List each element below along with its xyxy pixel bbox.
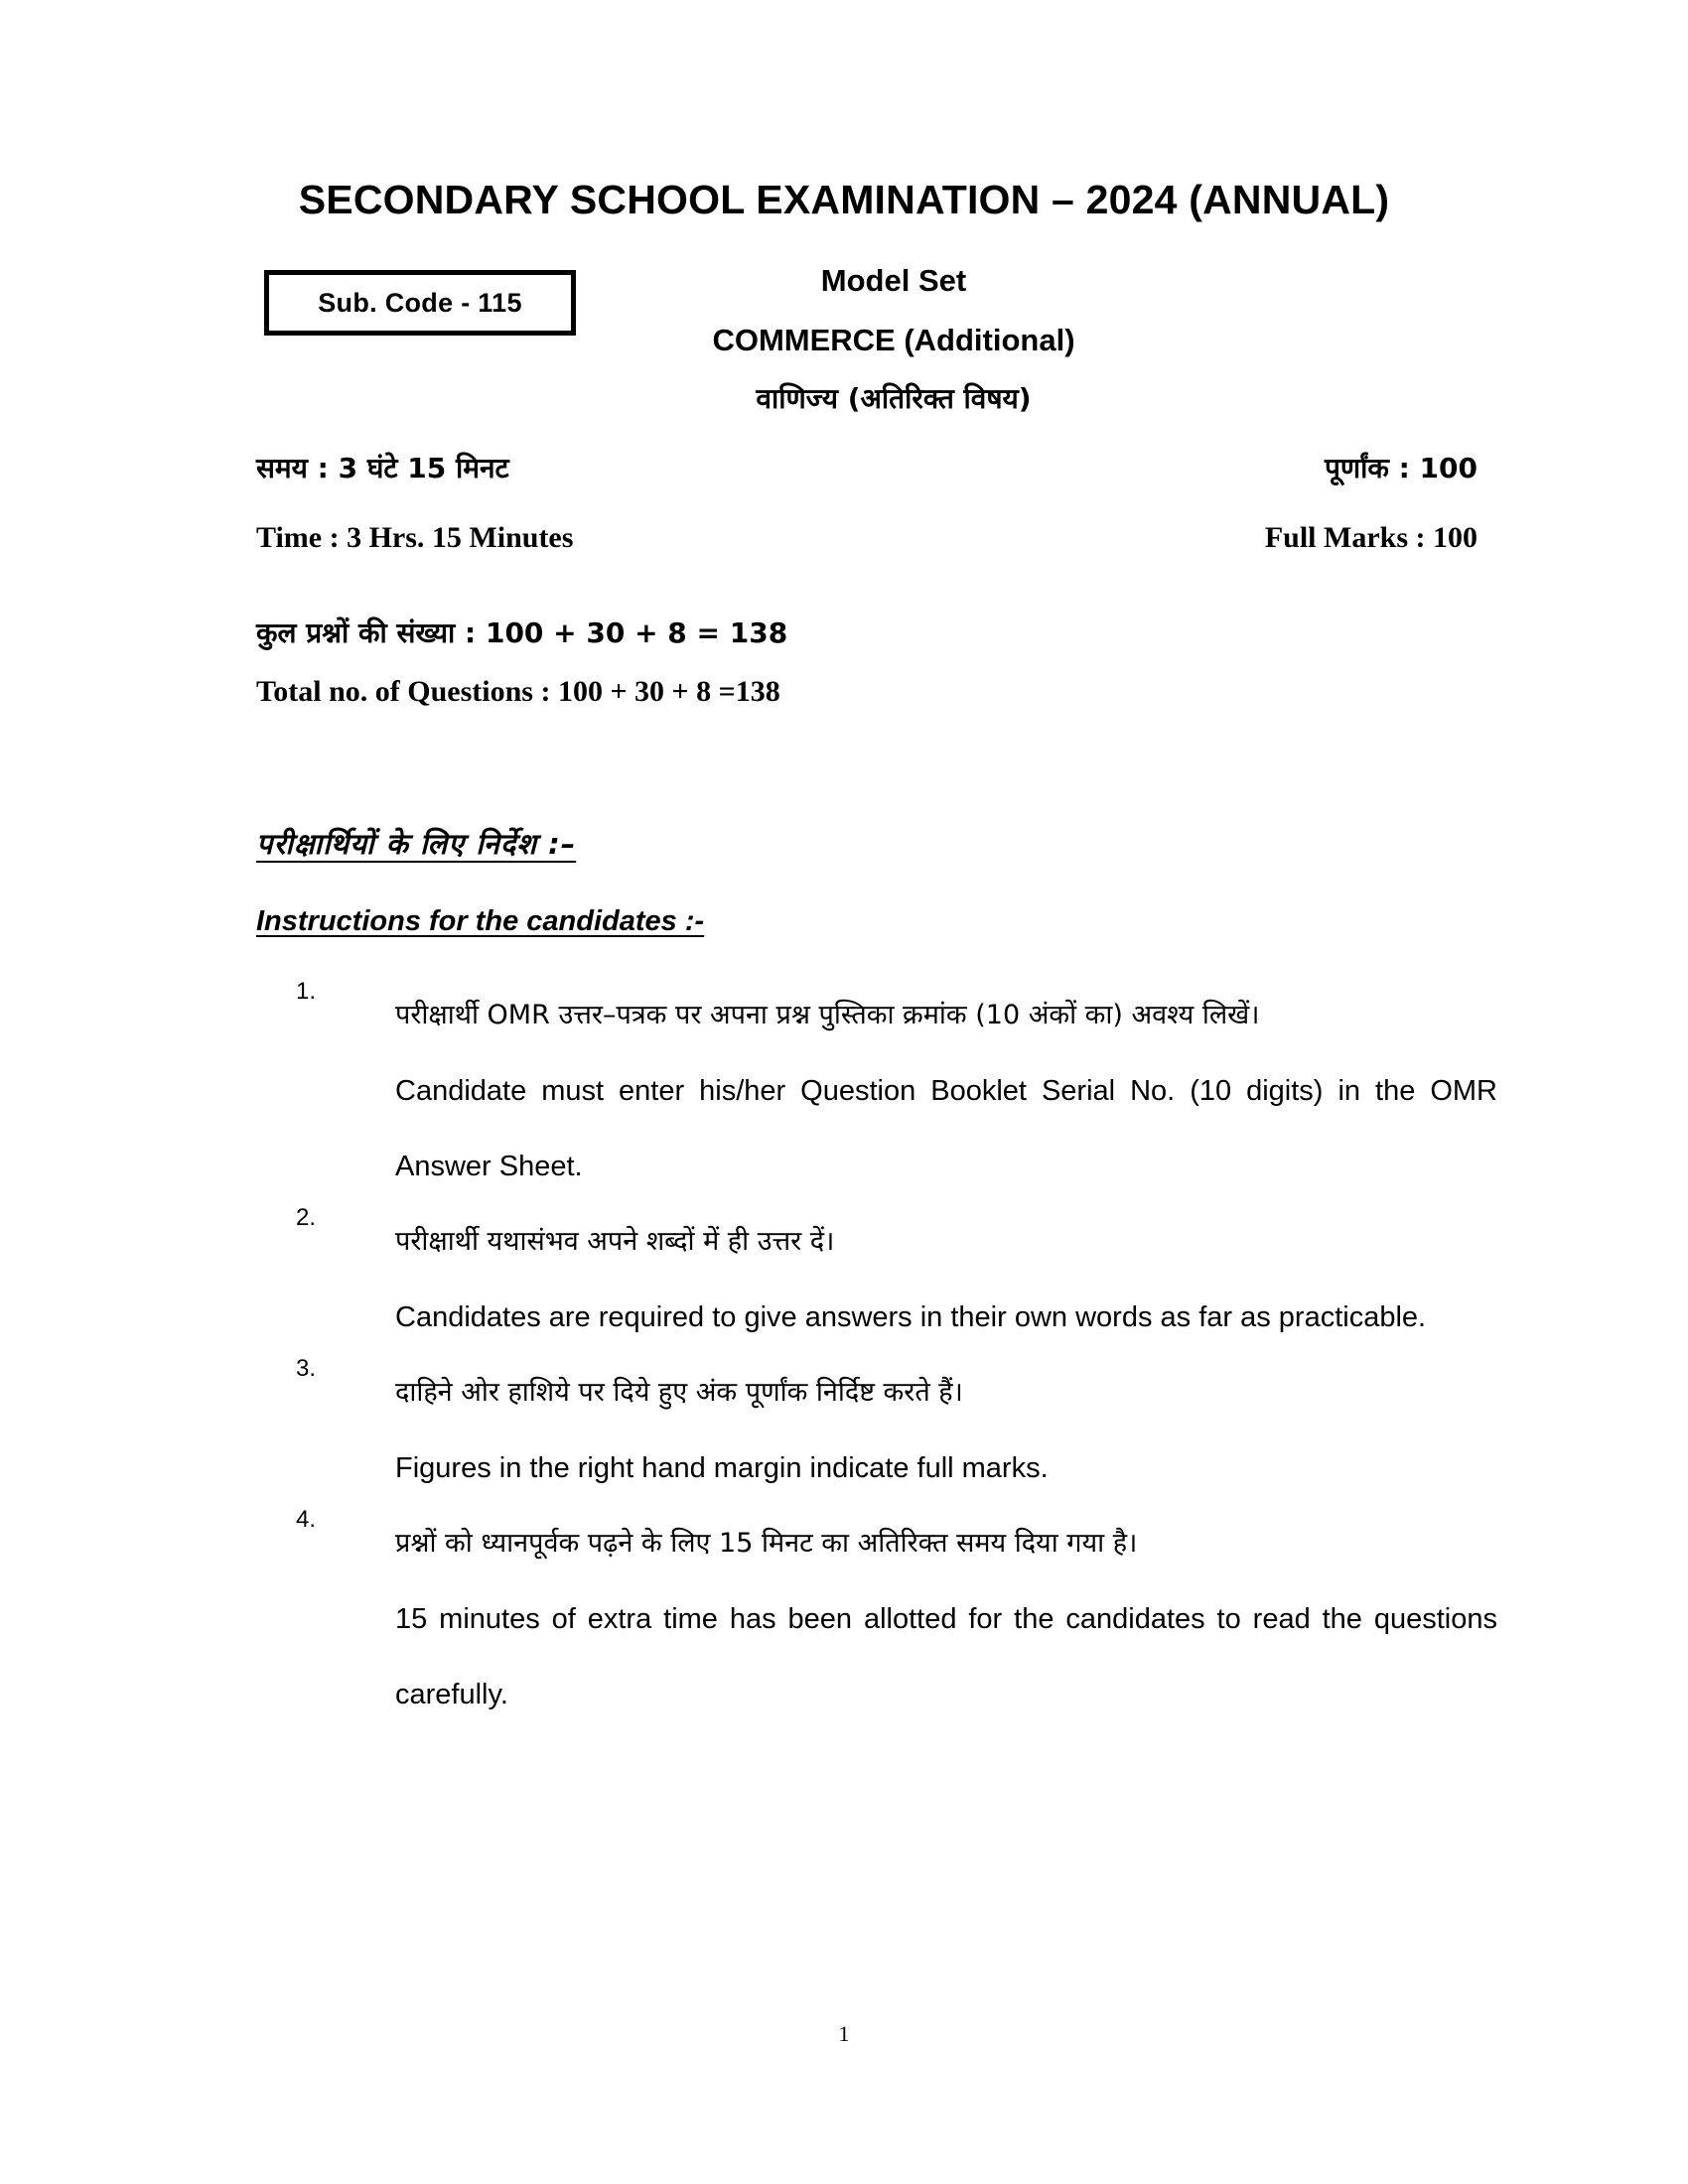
list-item-body (395, 1204, 1497, 1355)
subject-name-hindi: वाणिज्य (अतिरिक्त विषय) (756, 382, 1032, 415)
instructions-list (256, 978, 1507, 1732)
list-item-text-hindi: दाहिने ओर हाशिये पर दिये हुए अंक पूर्णांक निर्दिष्ट करते हैं। (395, 1377, 963, 1408)
list-item-body (395, 978, 1497, 1204)
list-item (256, 1355, 1507, 1506)
instructions-heading-english: Instructions for the candidates :- (256, 905, 705, 937)
list-item-number: 1. (296, 978, 317, 1005)
total-questions-hindi: कुल प्रश्नों की संख्या : 100 + 30 + 8 = 138 (256, 616, 788, 649)
model-set-label: Model Set (820, 263, 967, 298)
full-marks-label-hindi: पूर्णांक : 100 (1324, 452, 1477, 484)
list-item-number: 2. (296, 1204, 317, 1231)
page-title: SECONDARY SCHOOL EXAMINATION – 2024 (ANNUAL) (298, 177, 1390, 222)
list-item-text-hindi: परीक्षार्थी यथासंभव अपने शब्दों में ही उत्तर दें। (395, 1226, 835, 1257)
list-item-body (395, 1355, 1497, 1506)
time-label-english: Time : 3 Hrs. 15 Minutes (256, 521, 574, 554)
list-item (256, 1506, 1507, 1732)
list-item-text-english: Candidates are required to give answers in their own words as far as practicable. (395, 1301, 1427, 1333)
list-item-text-hindi: परीक्षार्थी OMR उत्तर–पत्रक पर अपना प्रश्न पुस्तिका क्रमांक (10 अंकों का) अवश्य लिखें। (395, 1000, 1260, 1030)
page-number: 1 (838, 2021, 850, 2046)
list-item-text-english: 15 minutes of extra time has been allotted for the candidates to read the questions carefully. (395, 1603, 1497, 1710)
instructions-heading-hindi: परीक्षार्थियों के लिए निर्देश :– (256, 827, 577, 861)
list-item-number: 4. (296, 1506, 317, 1533)
subject-code-box (264, 270, 576, 336)
total-questions-english: Total no. of Questions : 100 + 30 + 8 =138 (256, 675, 780, 708)
list-item (256, 978, 1507, 1204)
list-item-body (395, 1506, 1497, 1732)
subject-name-english: COMMERCE (Additional) (712, 323, 1075, 357)
list-item-text-english: Candidate must enter his/her Question Booklet Serial No. (10 digits) in the OMR Answer Sheet. (395, 1075, 1497, 1182)
full-marks-label-english: Full Marks : 100 (1264, 521, 1477, 554)
subject-code-label: Sub. Code - 115 (318, 287, 522, 318)
list-item-text-hindi: प्रश्नों को ध्यानपूर्वक पढ़ने के लिए 15 मिनट का अतिरिक्त समय दिया गया है। (395, 1528, 1138, 1559)
list-item-text-english: Figures in the right hand margin indicate full marks. (395, 1452, 1049, 1484)
list-item (256, 1204, 1507, 1355)
time-marks-row-hindi (256, 449, 1477, 486)
time-marks-row-english (256, 521, 1477, 555)
list-item-number: 3. (296, 1355, 317, 1382)
time-label-hindi: समय : 3 घंटे 15 मिनट (256, 452, 509, 484)
